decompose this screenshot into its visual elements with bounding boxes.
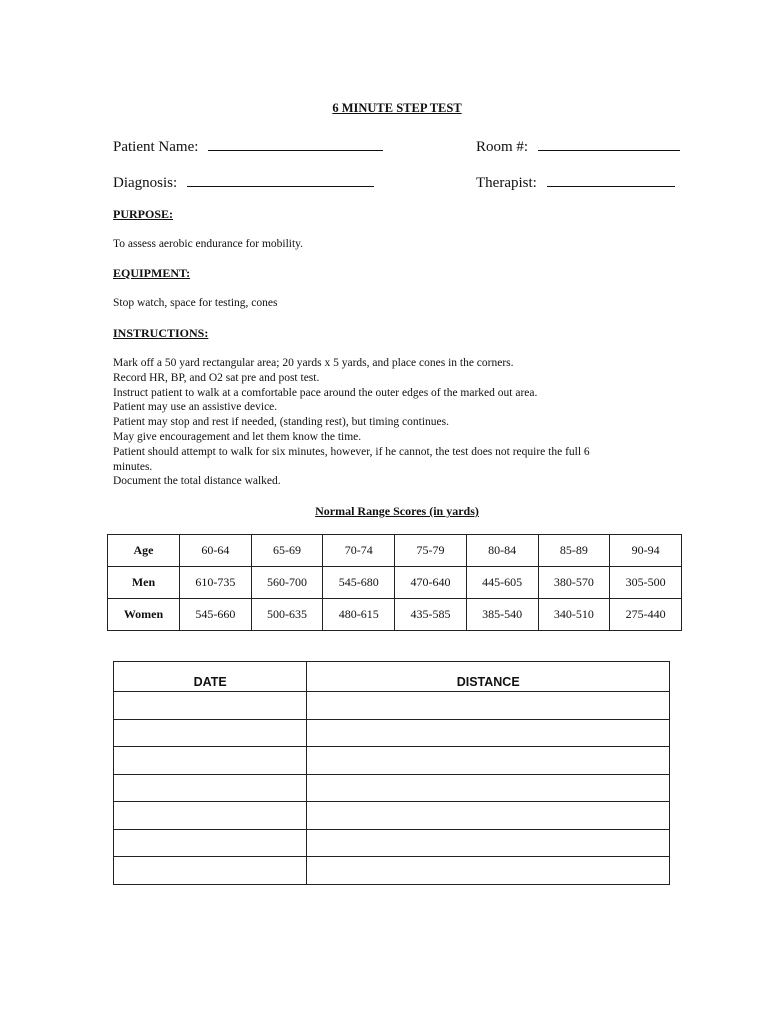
- log-row: [114, 829, 670, 857]
- date-cell[interactable]: [114, 857, 307, 885]
- norms-cell: 560-700: [251, 567, 323, 599]
- therapist-label: Therapist:: [476, 175, 537, 191]
- distance-cell[interactable]: [307, 747, 670, 775]
- therapist-blank[interactable]: [547, 172, 675, 187]
- log-row: [114, 774, 670, 802]
- log-row: [114, 692, 670, 720]
- date-cell[interactable]: [114, 802, 307, 830]
- date-cell[interactable]: [114, 829, 307, 857]
- room-blank[interactable]: [538, 136, 680, 151]
- date-cell[interactable]: [114, 692, 307, 720]
- norms-row-label: Age: [108, 535, 180, 567]
- log-header-row: [114, 662, 670, 692]
- patient-name-blank[interactable]: [208, 136, 383, 151]
- instruction-line: Patient should attempt to walk for six minutes, however, if he cannot, the test does not require the full 6: [113, 445, 590, 458]
- instruction-line: May give encouragement and let them know the time.: [113, 430, 362, 443]
- norms-row-men: [108, 567, 682, 599]
- date-column-header: DATE: [114, 662, 307, 692]
- equipment-heading: EQUIPMENT:: [113, 266, 191, 280]
- norms-cell: 70-74: [323, 535, 395, 567]
- instruction-line: Record HR, BP, and O2 sat pre and post test.: [113, 371, 320, 384]
- instruction-line: Patient may stop and rest if needed, (standing rest), but timing continues.: [113, 416, 449, 429]
- log-body: [114, 692, 670, 885]
- instruction-line: Instruct patient to walk at a comfortable pace around the outer edges of the marked out area.: [113, 386, 538, 399]
- log-row: [114, 802, 670, 830]
- instruction-line: Document the total distance walked.: [113, 475, 281, 488]
- instructions-list: [113, 356, 590, 489]
- norms-cell: 445-605: [466, 567, 538, 599]
- document-title: 6 MINUTE STEP TEST: [332, 101, 462, 115]
- instruction-line: Patient may use an assistive device.: [113, 401, 278, 414]
- instructions-heading: INSTRUCTIONS:: [113, 326, 209, 340]
- purpose-heading: PURPOSE:: [113, 207, 173, 221]
- date-cell[interactable]: [114, 747, 307, 775]
- purpose-text: To assess aerobic endurance for mobility.: [113, 238, 304, 250]
- diagnosis-field: [113, 172, 374, 192]
- norms-cell: 75-79: [395, 535, 467, 567]
- norms-cell: 65-69: [251, 535, 323, 567]
- norms-cell: 470-640: [395, 567, 467, 599]
- norms-cell: 80-84: [466, 535, 538, 567]
- instruction-line: minutes.: [113, 460, 153, 473]
- distance-log-table: [113, 661, 670, 885]
- norms-cell: 60-64: [180, 535, 252, 567]
- log-row: [114, 719, 670, 747]
- norms-cell: 85-89: [538, 535, 610, 567]
- norms-cell: 305-500: [610, 567, 682, 599]
- room-label: Room #:: [476, 139, 529, 155]
- room-field: [476, 136, 680, 156]
- patient-name-field: [113, 136, 383, 156]
- norms-cell: 380-570: [538, 567, 610, 599]
- norms-row-label: Men: [108, 567, 180, 599]
- distance-cell[interactable]: [307, 719, 670, 747]
- norms-row-label: Women: [108, 599, 180, 631]
- norms-row-women: [108, 599, 682, 631]
- norms-cell: 480-615: [323, 599, 395, 631]
- norms-table: [107, 534, 682, 631]
- distance-cell[interactable]: [307, 692, 670, 720]
- distance-cell[interactable]: [307, 774, 670, 802]
- log-row: [114, 747, 670, 775]
- norms-table-title: Normal Range Scores (in yards): [315, 504, 479, 518]
- distance-cell[interactable]: [307, 857, 670, 885]
- norms-row-age: [108, 535, 682, 567]
- norms-cell: 90-94: [610, 535, 682, 567]
- date-cell[interactable]: [114, 719, 307, 747]
- norms-cell: 500-635: [251, 599, 323, 631]
- norms-cell: 610-735: [180, 567, 252, 599]
- norms-cell: 545-680: [323, 567, 395, 599]
- diagnosis-label: Diagnosis:: [113, 175, 178, 191]
- instruction-line: Mark off a 50 yard rectangular area; 20 yards x 5 yards, and place cones in the corners.: [113, 357, 514, 369]
- diagnosis-blank[interactable]: [187, 172, 374, 187]
- norms-cell: 340-510: [538, 599, 610, 631]
- date-cell[interactable]: [114, 774, 307, 802]
- patient-name-label: Patient Name:: [113, 139, 199, 155]
- distance-cell[interactable]: [307, 829, 670, 857]
- therapist-field: [476, 172, 675, 192]
- equipment-text: Stop watch, space for testing, cones: [113, 297, 278, 309]
- distance-cell[interactable]: [307, 802, 670, 830]
- norms-cell: 545-660: [180, 599, 252, 631]
- log-row: [114, 857, 670, 885]
- norms-cell: 385-540: [466, 599, 538, 631]
- norms-cell: 275-440: [610, 599, 682, 631]
- distance-column-header: DISTANCE: [307, 662, 670, 692]
- norms-cell: 435-585: [395, 599, 467, 631]
